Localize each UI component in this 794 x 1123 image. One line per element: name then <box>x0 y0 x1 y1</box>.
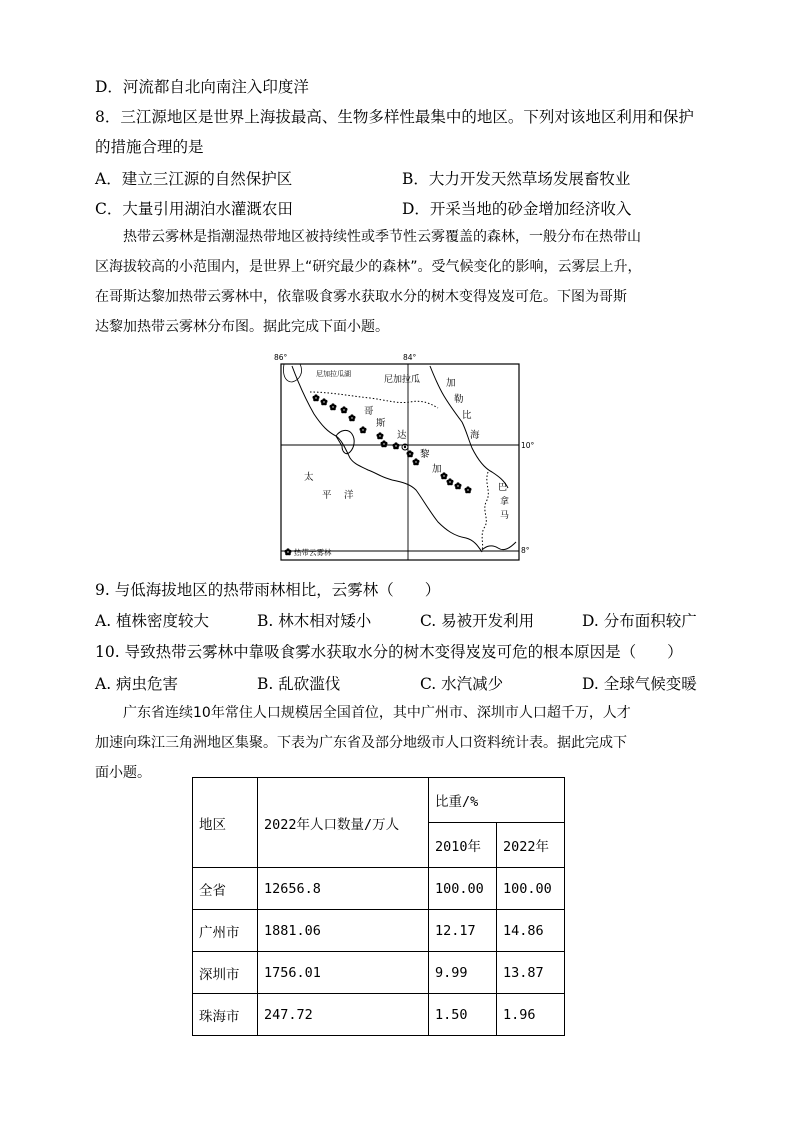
cell-region: 深圳市 <box>193 952 258 994</box>
sea-char: 海 <box>470 430 480 441</box>
passage1-line: 在哥斯达黎加热带云雾林中，依靠吸食雾水获取水分的树木变得岌岌可危。下图为哥斯 <box>95 289 627 305</box>
q7-option-d: D．河流都自北向南注入印度洋 <box>95 78 309 96</box>
ocean-char: 洋 <box>344 490 354 501</box>
cell-region: 全省 <box>193 868 258 910</box>
panama-char: 马 <box>500 511 510 521</box>
flower-icon <box>313 394 320 401</box>
cell-population: 247.72 <box>258 994 429 1036</box>
q10-option-a: A. 病虫危害 <box>95 675 179 693</box>
q10-option-b: B. 乱砍滥伐 <box>257 675 341 693</box>
flower-icon <box>377 432 384 439</box>
flower-icon <box>407 450 414 457</box>
panama-coast <box>482 542 516 550</box>
passage1-line: 达黎加热带云雾林分布图。据此完成下面小题。 <box>95 319 389 335</box>
passage2-line: 广东省连续10年常住人口规模居全国首位，其中广州市、深圳市人口超千万，人才 <box>123 705 631 721</box>
cell-share-2022: 14.86 <box>497 910 565 952</box>
nicoya-peninsula <box>336 430 354 453</box>
lat-10-label: 10° <box>521 441 535 450</box>
header-share: 比重/% <box>429 778 565 823</box>
table-row <box>193 994 565 1036</box>
q9-option-c: C. 易被开发利用 <box>420 612 535 630</box>
legend-flower-icon <box>285 548 292 555</box>
lon-84-label: 84° <box>403 353 417 362</box>
cell-share-2010: 1.50 <box>429 994 497 1036</box>
header-2010: 2010年 <box>429 823 497 868</box>
q9-option-d: D. 分布面积较广 <box>582 612 697 630</box>
flower-icon <box>465 486 472 493</box>
sea-char: 加 <box>446 378 456 389</box>
passage-cloud-forest <box>95 222 705 342</box>
q9-option-a: A. 植株密度较大 <box>95 612 210 630</box>
header-2022: 2022年 <box>497 823 565 868</box>
country-char: 斯 <box>376 418 386 429</box>
flower-icon <box>447 478 454 485</box>
q9-stem: 9. 与低海拔地区的热带雨林相比，云雾林（ ） <box>95 581 441 599</box>
passage2-line: 加速向珠江三角洲地区集聚。下表为广东省及部分地级市人口资料统计表。据此完成下 <box>95 735 627 751</box>
country-char: 哥 <box>364 406 374 417</box>
q10-option-d: D. 全球气候变暖 <box>582 675 697 693</box>
flower-icon <box>341 406 348 413</box>
passage-guangdong <box>95 698 705 788</box>
q8-option-b: B．大力开发天然草场发展畜牧业 <box>402 170 631 188</box>
flower-icon <box>321 398 328 405</box>
q8-option-c: C．大量引用湖泊水灌溉农田 <box>95 200 293 218</box>
panama-char: 拿 <box>500 497 510 507</box>
panama-border <box>482 472 488 550</box>
nicaragua-border <box>310 392 438 408</box>
header-region: 地区 <box>193 778 258 868</box>
flower-icon <box>360 426 367 433</box>
passage1-line: 区海拔较高的小范围内，是世界上“研究最少的森林”。受气候变化的影响，云雾层上升， <box>95 259 642 275</box>
q9-option-b: B. 林木相对矮小 <box>257 612 372 630</box>
cell-share-2010: 9.99 <box>429 952 497 994</box>
cell-population: 12656.8 <box>258 868 429 910</box>
cell-share-2022: 13.87 <box>497 952 565 994</box>
cell-share-2010: 100.00 <box>429 868 497 910</box>
flower-icon <box>349 414 356 421</box>
flower-icon <box>381 440 388 447</box>
lon-86-label: 86° <box>274 353 288 362</box>
q10-stem: 10. 导致热带云雾林中靠吸食雾水获取水分的树木变得岌岌可危的根本原因是（ ） <box>95 643 683 661</box>
flower-icon <box>393 442 400 449</box>
cell-share-2010: 12.17 <box>429 910 497 952</box>
table-row <box>193 868 565 910</box>
q8-option-d: D．开采当地的砂金增加经济收入 <box>402 200 632 218</box>
costa-rica-map <box>270 352 540 564</box>
flower-icon <box>330 403 337 410</box>
forest-symbols <box>313 394 472 493</box>
cell-region: 珠海市 <box>193 994 258 1036</box>
country-char: 加 <box>432 464 442 475</box>
population-table <box>192 777 565 1036</box>
cell-share-2022: 1.96 <box>497 994 565 1036</box>
lat-8-label: 8° <box>521 546 530 555</box>
cell-region: 广州市 <box>193 910 258 952</box>
lake-nicaragua-label: 尼加拉瓜湖 <box>316 370 351 378</box>
cell-share-2022: 100.00 <box>497 868 565 910</box>
flower-icon <box>413 458 420 465</box>
ocean-char: 太 <box>304 472 314 483</box>
passage2-line: 面小题。 <box>95 765 151 781</box>
q8-stem-line2: 的措施合理的是 <box>95 138 204 156</box>
q10-option-c: C. 水汽减少 <box>420 675 504 693</box>
header-population: 2022年人口数量/万人 <box>258 778 429 868</box>
ocean-char: 平 <box>322 490 332 501</box>
table-row <box>193 952 565 994</box>
q8-option-a: A．建立三江源的自然保护区 <box>95 170 293 188</box>
cell-population: 1756.01 <box>258 952 429 994</box>
legend-label: 热带云雾林 <box>294 548 332 557</box>
sea-char: 勒 <box>454 394 464 405</box>
passage1-line: 热带云雾林是指潮湿热带地区被持续性或季节性云雾覆盖的森林，一般分布在热带山 <box>123 229 641 245</box>
flower-icon <box>441 472 448 479</box>
cell-population: 1881.06 <box>258 910 429 952</box>
country-char: 黎 <box>420 449 430 460</box>
table-row <box>193 910 565 952</box>
flower-icon <box>455 482 462 489</box>
caribbean-coastline <box>430 366 508 488</box>
sea-char: 比 <box>462 410 472 421</box>
q8-stem-line1: 8．三江源地区是世界上海拔最高、生物多样性最集中的地区。下列对该地区利用和保护 <box>95 108 694 126</box>
panama-char: 巴 <box>498 483 508 493</box>
country-char: 达 <box>397 430 407 441</box>
nicaragua-label: 尼加拉瓜 <box>384 375 421 385</box>
